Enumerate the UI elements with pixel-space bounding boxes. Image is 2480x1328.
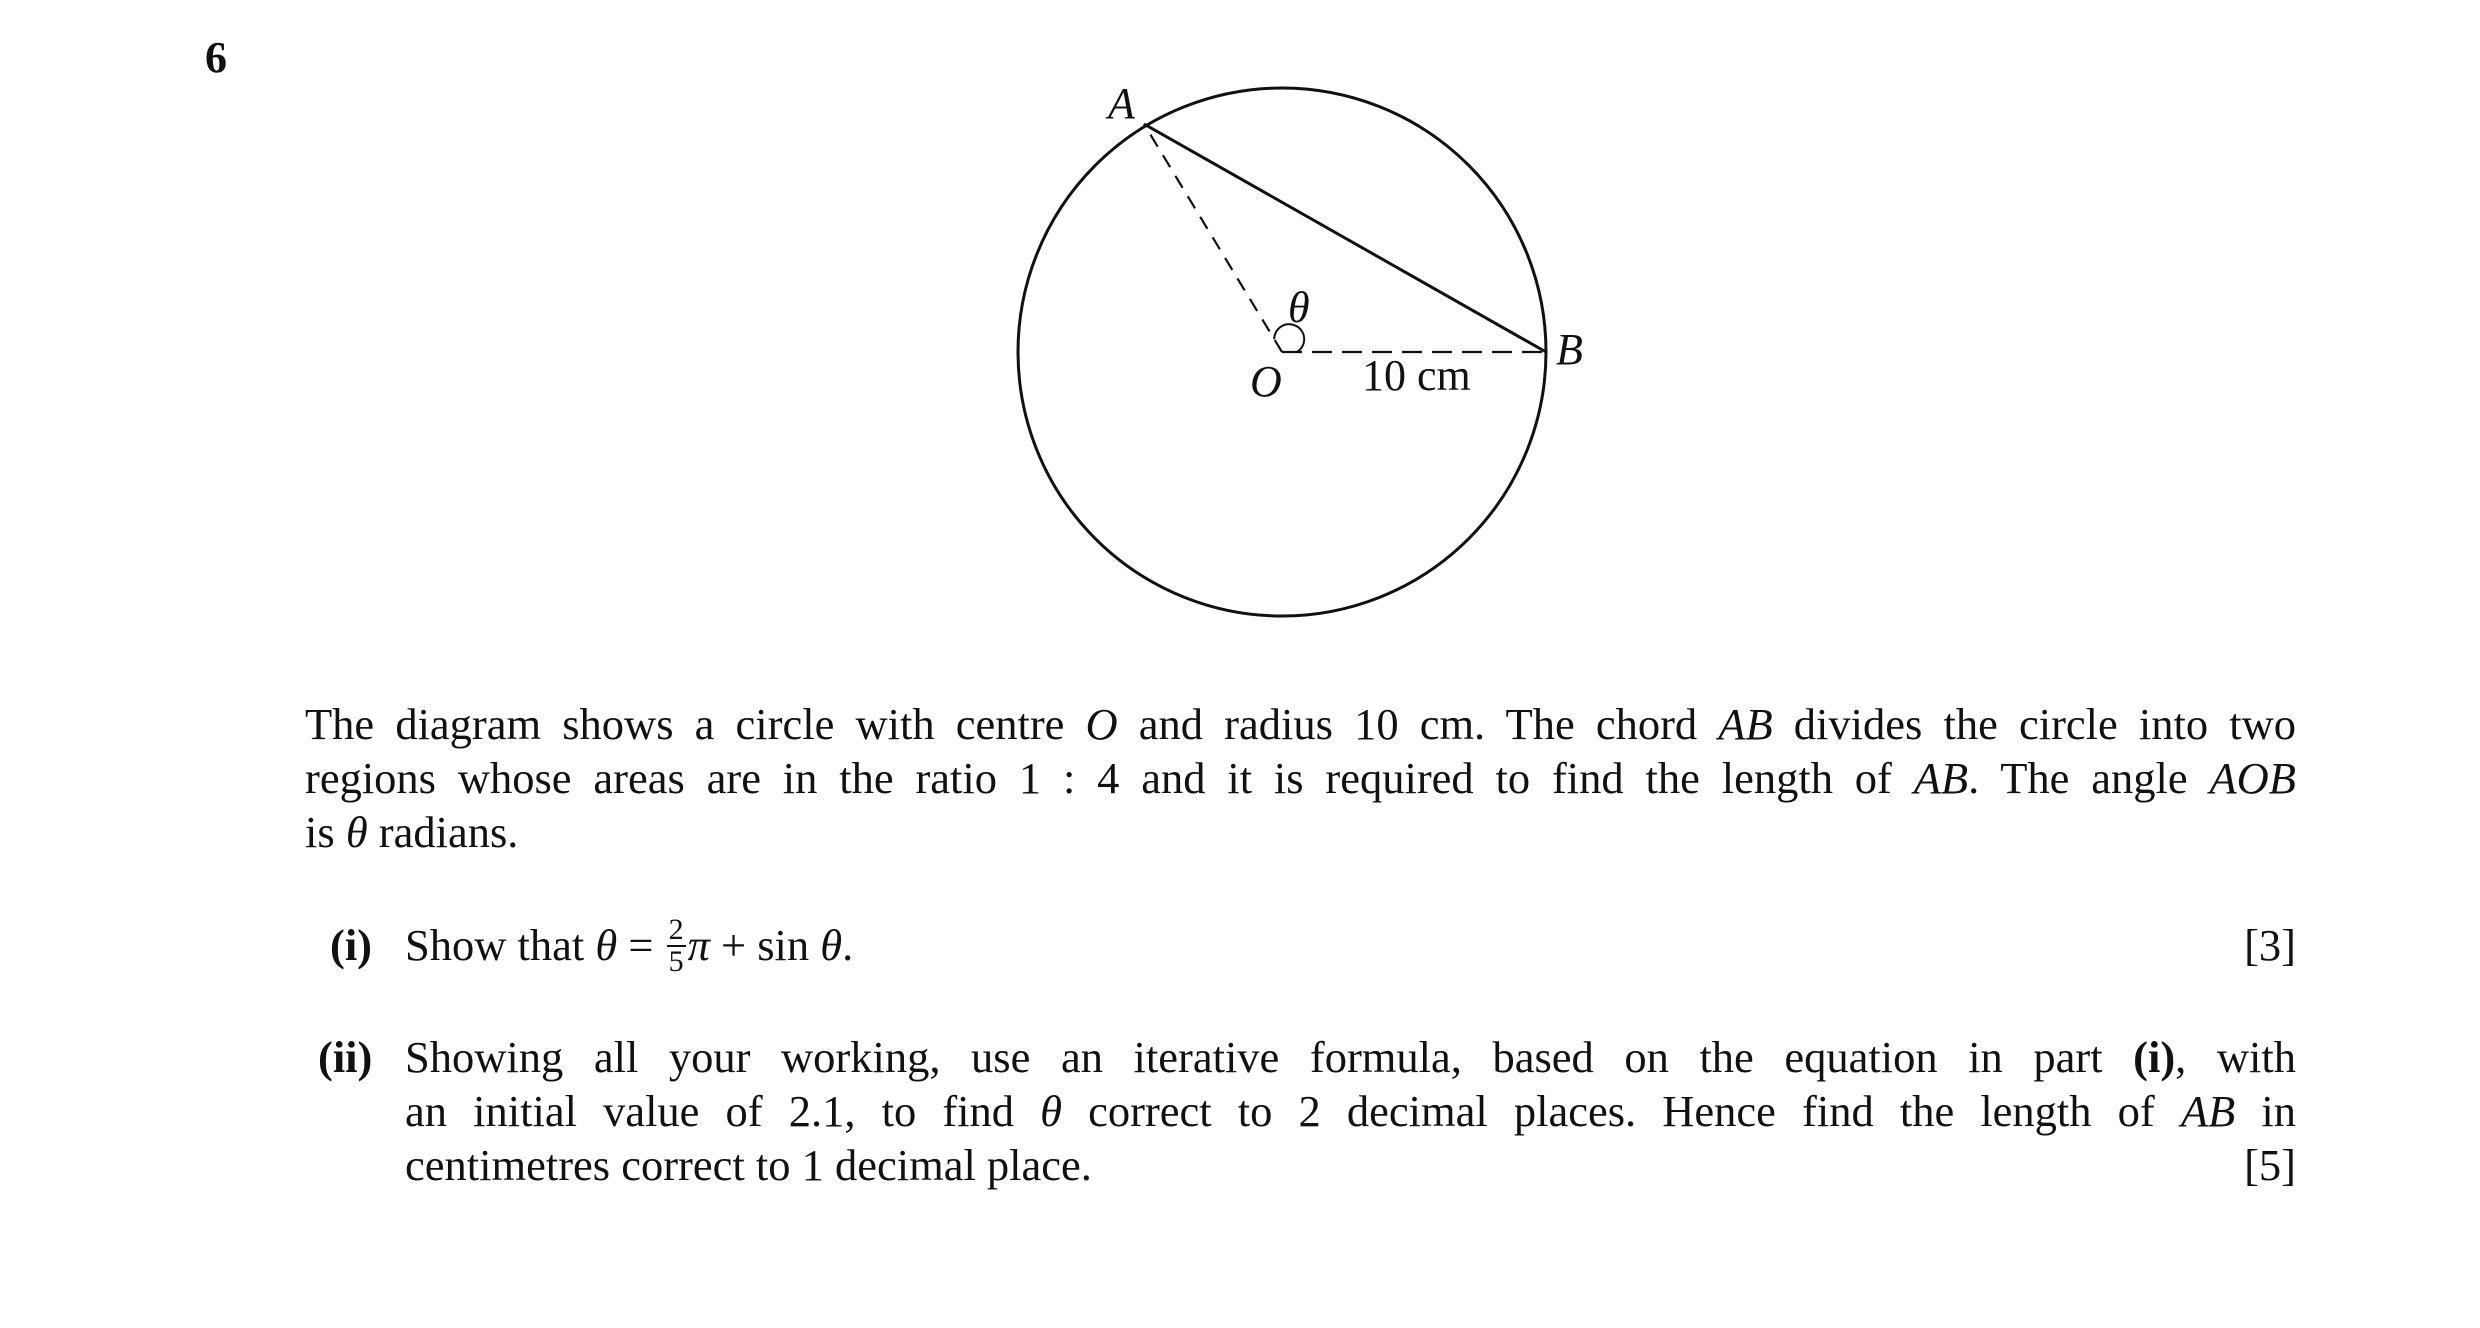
- radius-oa: [1144, 124, 1282, 352]
- label-radius: 10 cm: [1362, 351, 1471, 400]
- part-ii-line-2: an initial value of 2.1, to find θ correct to 2 decimal places. Hence find the length of AB in: [405, 1086, 2296, 1136]
- part-i-label: (i): [330, 920, 373, 970]
- part-ii-line-3: centimetres correct to 1 decimal place.: [405, 1140, 1092, 1190]
- question-number: 6: [205, 33, 227, 82]
- question-intro: [305, 697, 2296, 859]
- part-ii-label: (ii): [318, 1032, 373, 1082]
- part-ii: [0, 1030, 2480, 1200]
- intro-line-1: The diagram shows a circle with centre O and radius 10 cm. The chord AB divides the circle into two: [305, 699, 2296, 749]
- label-o: O: [1250, 357, 1282, 406]
- part-i-marks: [3]: [2244, 920, 2296, 970]
- part-i: [0, 912, 2480, 978]
- part-ii-marks: [5]: [2244, 1140, 2296, 1190]
- intro-line-3: is θ radians.: [305, 807, 519, 857]
- chord-ab: [1144, 124, 1546, 352]
- part-ii-text: [405, 1030, 2296, 1192]
- label-a: A: [1108, 79, 1135, 128]
- label-theta: θ: [1288, 283, 1310, 332]
- label-b: B: [1556, 325, 1583, 374]
- part-i-text: Show that θ = $\frac{2}{5}$ π + sin θ.: [405, 912, 854, 978]
- part-ii-line-1: Showing all your working, use an iterative formula, based on the equation in part (i), with: [405, 1032, 2296, 1082]
- fraction-two-fifths: $\frac{2}{5}$: [668, 912, 684, 978]
- intro-line-2: regions whose areas are in the ratio 1 : 4 and it is required to find the length of AB. The angle AOB: [305, 753, 2296, 803]
